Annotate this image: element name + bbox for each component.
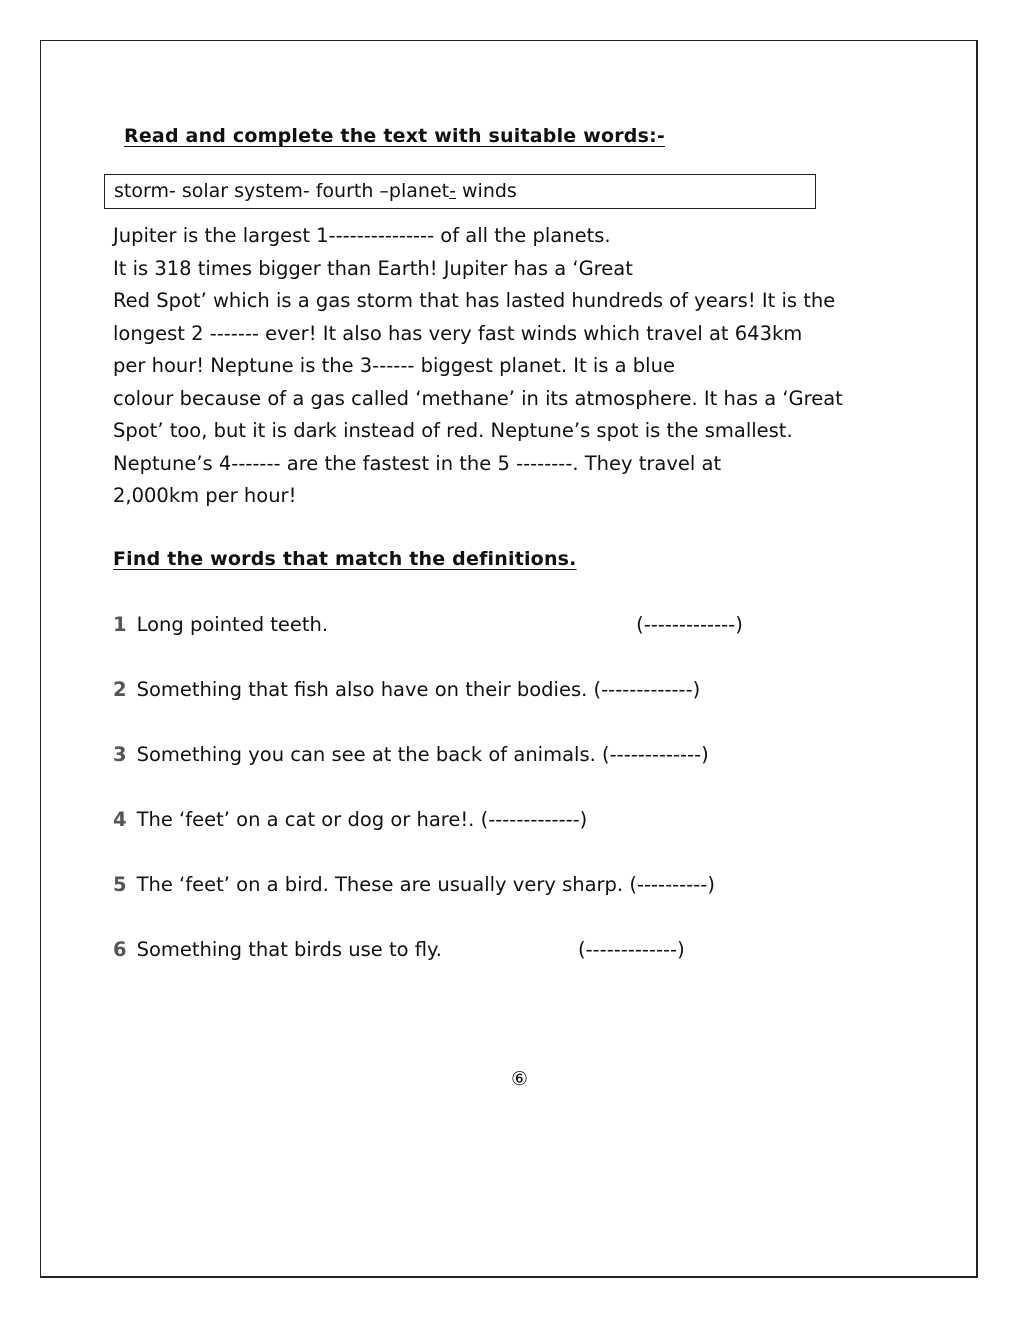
word-bank-text: storm- solar system- fourth –planet <box>114 180 450 202</box>
passage-line: 2,000km per hour! <box>113 484 297 507</box>
word-bank-box <box>104 174 816 209</box>
passage-line: longest 2 ------- ever! It also has very fast winds which travel at 643km <box>113 321 803 345</box>
question-number: 1 <box>113 613 127 636</box>
passage-line: per hour! Neptune is the 3------ biggest planet. It is a blue <box>113 354 675 377</box>
question-text: The ‘feet’ on a cat or dog or hare!. <box>136 808 475 831</box>
question-4 <box>113 806 587 834</box>
question-number: 6 <box>113 938 127 961</box>
question-number: 4 <box>113 808 127 831</box>
answer-blank[interactable]: (-------------) <box>593 678 701 701</box>
answer-blank[interactable]: (----------) <box>629 873 715 896</box>
reading-passage <box>113 220 953 513</box>
passage-line: colour because of a gas called ‘methane’ in its atmosphere. It has a ‘Great <box>113 386 843 410</box>
passage-line: Spot’ too, but it is dark instead of red. Neptune’s spot is the smallest. <box>113 419 793 442</box>
question-6 <box>113 936 685 964</box>
question-number: 5 <box>113 873 127 896</box>
question-text: The ‘feet’ on a bird. These are usually very sharp. <box>136 873 624 896</box>
question-text: Long pointed teeth. <box>136 613 329 636</box>
passage-line: Red Spot’ which is a gas storm that has lasted hundreds of years! It is the <box>113 289 836 312</box>
question-5 <box>113 871 715 899</box>
answer-blank[interactable]: (-------------) <box>480 808 588 831</box>
word-bank-underlined-dash: - <box>449 180 456 202</box>
passage-line: Neptune’s 4------- are the fastest in the 5 --------. They travel at <box>113 451 722 475</box>
question-number: 3 <box>113 743 127 766</box>
word-bank-text-end: winds <box>455 180 517 202</box>
question-3 <box>113 741 709 769</box>
question-1 <box>113 611 743 639</box>
page-number: ⑥ <box>511 1068 529 1090</box>
passage-line: It is 318 times bigger than Earth! Jupiter has a ‘Great <box>113 256 633 280</box>
question-number: 2 <box>113 678 127 701</box>
section2-heading: Find the words that match the definitions. <box>113 548 577 570</box>
question-text: Something you can see at the back of animals. <box>136 743 596 766</box>
answer-blank[interactable]: (-------------) <box>602 743 709 766</box>
section1-heading: Read and complete the text with suitable words:- <box>124 125 665 147</box>
answer-blank[interactable]: (-------------) <box>636 613 743 636</box>
question-text: Something that birds use to fly. <box>136 938 442 961</box>
question-2 <box>113 676 700 704</box>
answer-blank[interactable]: (-------------) <box>577 938 685 961</box>
question-text: Something that fish also have on their bodies. <box>136 678 588 701</box>
passage-line: Jupiter is the largest 1--------------- of all the planets. <box>113 224 611 247</box>
